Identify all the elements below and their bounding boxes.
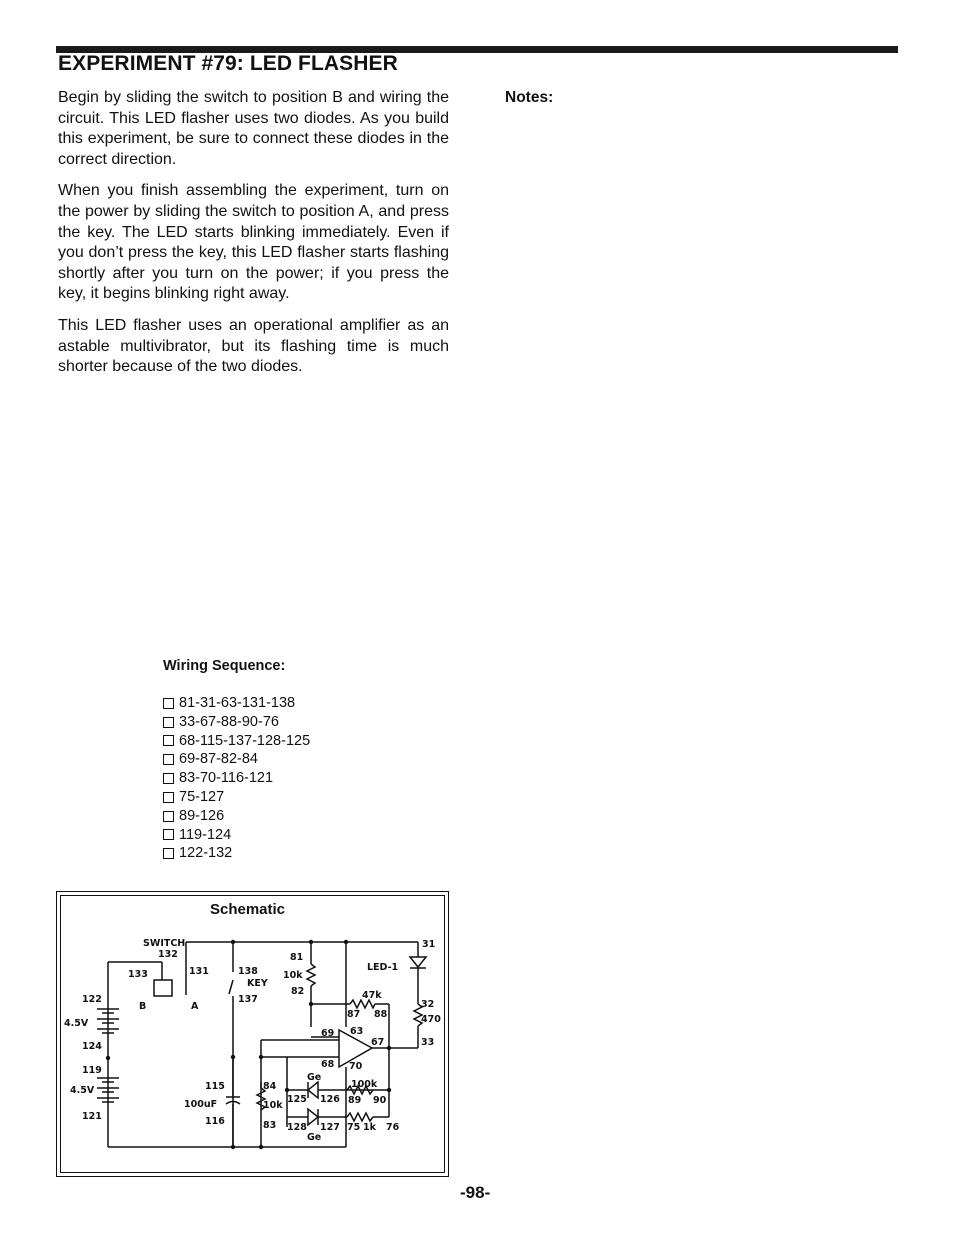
- checkbox[interactable]: [163, 848, 174, 859]
- led-label: LED-1: [367, 962, 399, 973]
- terminal-84: 84: [263, 1081, 277, 1092]
- battery-2-voltage: 4.5V: [70, 1085, 95, 1096]
- terminal-81: 81: [290, 952, 304, 963]
- terminal-124: 124: [82, 1041, 102, 1052]
- terminal-32: 32: [421, 999, 435, 1010]
- schematic-diagram: [57, 892, 450, 1178]
- resistor-47k: 47k: [362, 990, 382, 1001]
- terminal-67: 67: [371, 1037, 385, 1048]
- notes-label: Notes:: [505, 89, 554, 106]
- terminal-128: 128: [287, 1122, 307, 1133]
- terminal-119: 119: [82, 1065, 102, 1076]
- paragraph-explanation: This LED flasher uses an operational amplifier as an astable multivibrator, but its flashing time is much shorter because of the two diodes.: [58, 316, 449, 376]
- terminal-125: 125: [287, 1094, 307, 1105]
- terminal-137: 137: [238, 994, 258, 1005]
- paragraph-operation: When you finish assembling the experiment, turn on the power by sliding the switch to position A, and press the key. The LED starts blinking immediately. Even if you don’t press the key, this LED flasher starts flashing shortly after you turn on the power; if you press the key, it begins blinking right away.: [58, 182, 449, 303]
- schematic-frame: [56, 891, 449, 1177]
- terminal-90: 90: [373, 1095, 387, 1106]
- battery-1-voltage: 4.5V: [64, 1018, 89, 1029]
- terminal-87: 87: [347, 1009, 361, 1020]
- key-label: KEY: [247, 978, 268, 989]
- wiring-item[interactable]: [163, 750, 310, 769]
- terminal-63: 63: [350, 1026, 364, 1037]
- page-title: EXPERIMENT #79: LED FLASHER: [58, 52, 398, 75]
- switch-label: SWITCH: [143, 938, 186, 949]
- terminal-88: 88: [374, 1009, 388, 1020]
- wiring-item[interactable]: [163, 732, 310, 751]
- switch-pos-b: B: [139, 1001, 147, 1012]
- checkbox[interactable]: [163, 829, 174, 840]
- paragraph-intro: Begin by sliding the switch to position B and wiring the circuit. This LED flasher uses two diodes. As you build this experiment, be sure to connect these diodes in the correct direction.: [58, 89, 449, 168]
- terminal-82: 82: [291, 986, 305, 997]
- wiring-item-text: 69-87-82-84: [179, 751, 258, 768]
- schematic-labels: [64, 938, 441, 1143]
- wiring-item[interactable]: [163, 807, 310, 826]
- checkbox[interactable]: [163, 811, 174, 822]
- resistor-10k-bottom: 10k: [263, 1100, 283, 1111]
- resistor-1k: 1k: [363, 1122, 376, 1133]
- terminal-33: 33: [421, 1037, 435, 1048]
- capacitor-100uf: 100uF: [184, 1099, 218, 1110]
- diode-1-type: Ge: [307, 1072, 322, 1083]
- wiring-item-text: 68-115-137-128-125: [179, 732, 311, 749]
- wiring-item[interactable]: [163, 826, 310, 845]
- wiring-item[interactable]: [163, 844, 310, 863]
- terminal-127: 127: [320, 1122, 340, 1133]
- wiring-sequence-title: Wiring Sequence:: [163, 658, 286, 674]
- checkbox[interactable]: [163, 773, 174, 784]
- wiring-item-text: 83-70-116-121: [179, 770, 274, 787]
- terminal-89: 89: [348, 1095, 362, 1106]
- wiring-sequence: [163, 657, 310, 863]
- resistor-100k: 100k: [351, 1079, 378, 1090]
- terminal-68: 68: [321, 1059, 335, 1070]
- checkbox[interactable]: [163, 792, 174, 803]
- wiring-list: [163, 694, 310, 863]
- wiring-item-text: 89-126: [179, 807, 225, 824]
- terminal-131: 131: [189, 966, 209, 977]
- terminal-69: 69: [321, 1028, 335, 1039]
- checkbox[interactable]: [163, 698, 174, 709]
- switch-pos-a: A: [191, 1001, 199, 1012]
- page-number: -98-: [460, 1183, 491, 1202]
- wiring-item[interactable]: [163, 769, 310, 788]
- wiring-item-text: 119-124: [179, 826, 232, 843]
- checkbox[interactable]: [163, 754, 174, 765]
- wiring-item[interactable]: [163, 694, 310, 713]
- terminal-138: 138: [238, 966, 258, 977]
- terminal-75: 75: [347, 1122, 361, 1133]
- resistor-10k-top: 10k: [283, 970, 303, 981]
- wiring-item-text: 81-31-63-131-138: [179, 695, 296, 711]
- terminal-116: 116: [205, 1116, 225, 1127]
- diode-2-type: Ge: [307, 1132, 322, 1143]
- terminal-121: 121: [82, 1111, 102, 1122]
- terminal-76: 76: [386, 1122, 400, 1133]
- terminal-115: 115: [205, 1081, 225, 1092]
- wiring-item-text: 33-67-88-90-76: [179, 713, 279, 730]
- terminal-132: 132: [158, 949, 178, 960]
- terminal-31: 31: [422, 939, 436, 950]
- checkbox[interactable]: [163, 717, 174, 728]
- wiring-item-text: 75-127: [179, 788, 225, 805]
- wiring-item[interactable]: [163, 788, 310, 807]
- terminal-126: 126: [320, 1094, 340, 1105]
- terminal-83: 83: [263, 1120, 277, 1131]
- terminal-122: 122: [82, 994, 102, 1005]
- wiring-item-text: 122-132: [179, 845, 233, 862]
- body-text: [58, 88, 449, 389]
- terminal-70: 70: [349, 1061, 363, 1072]
- terminal-133: 133: [128, 969, 148, 980]
- schematic-title: Schematic: [209, 901, 286, 918]
- resistor-470: 470: [421, 1014, 441, 1025]
- wiring-item[interactable]: [163, 713, 310, 732]
- checkbox[interactable]: [163, 735, 174, 746]
